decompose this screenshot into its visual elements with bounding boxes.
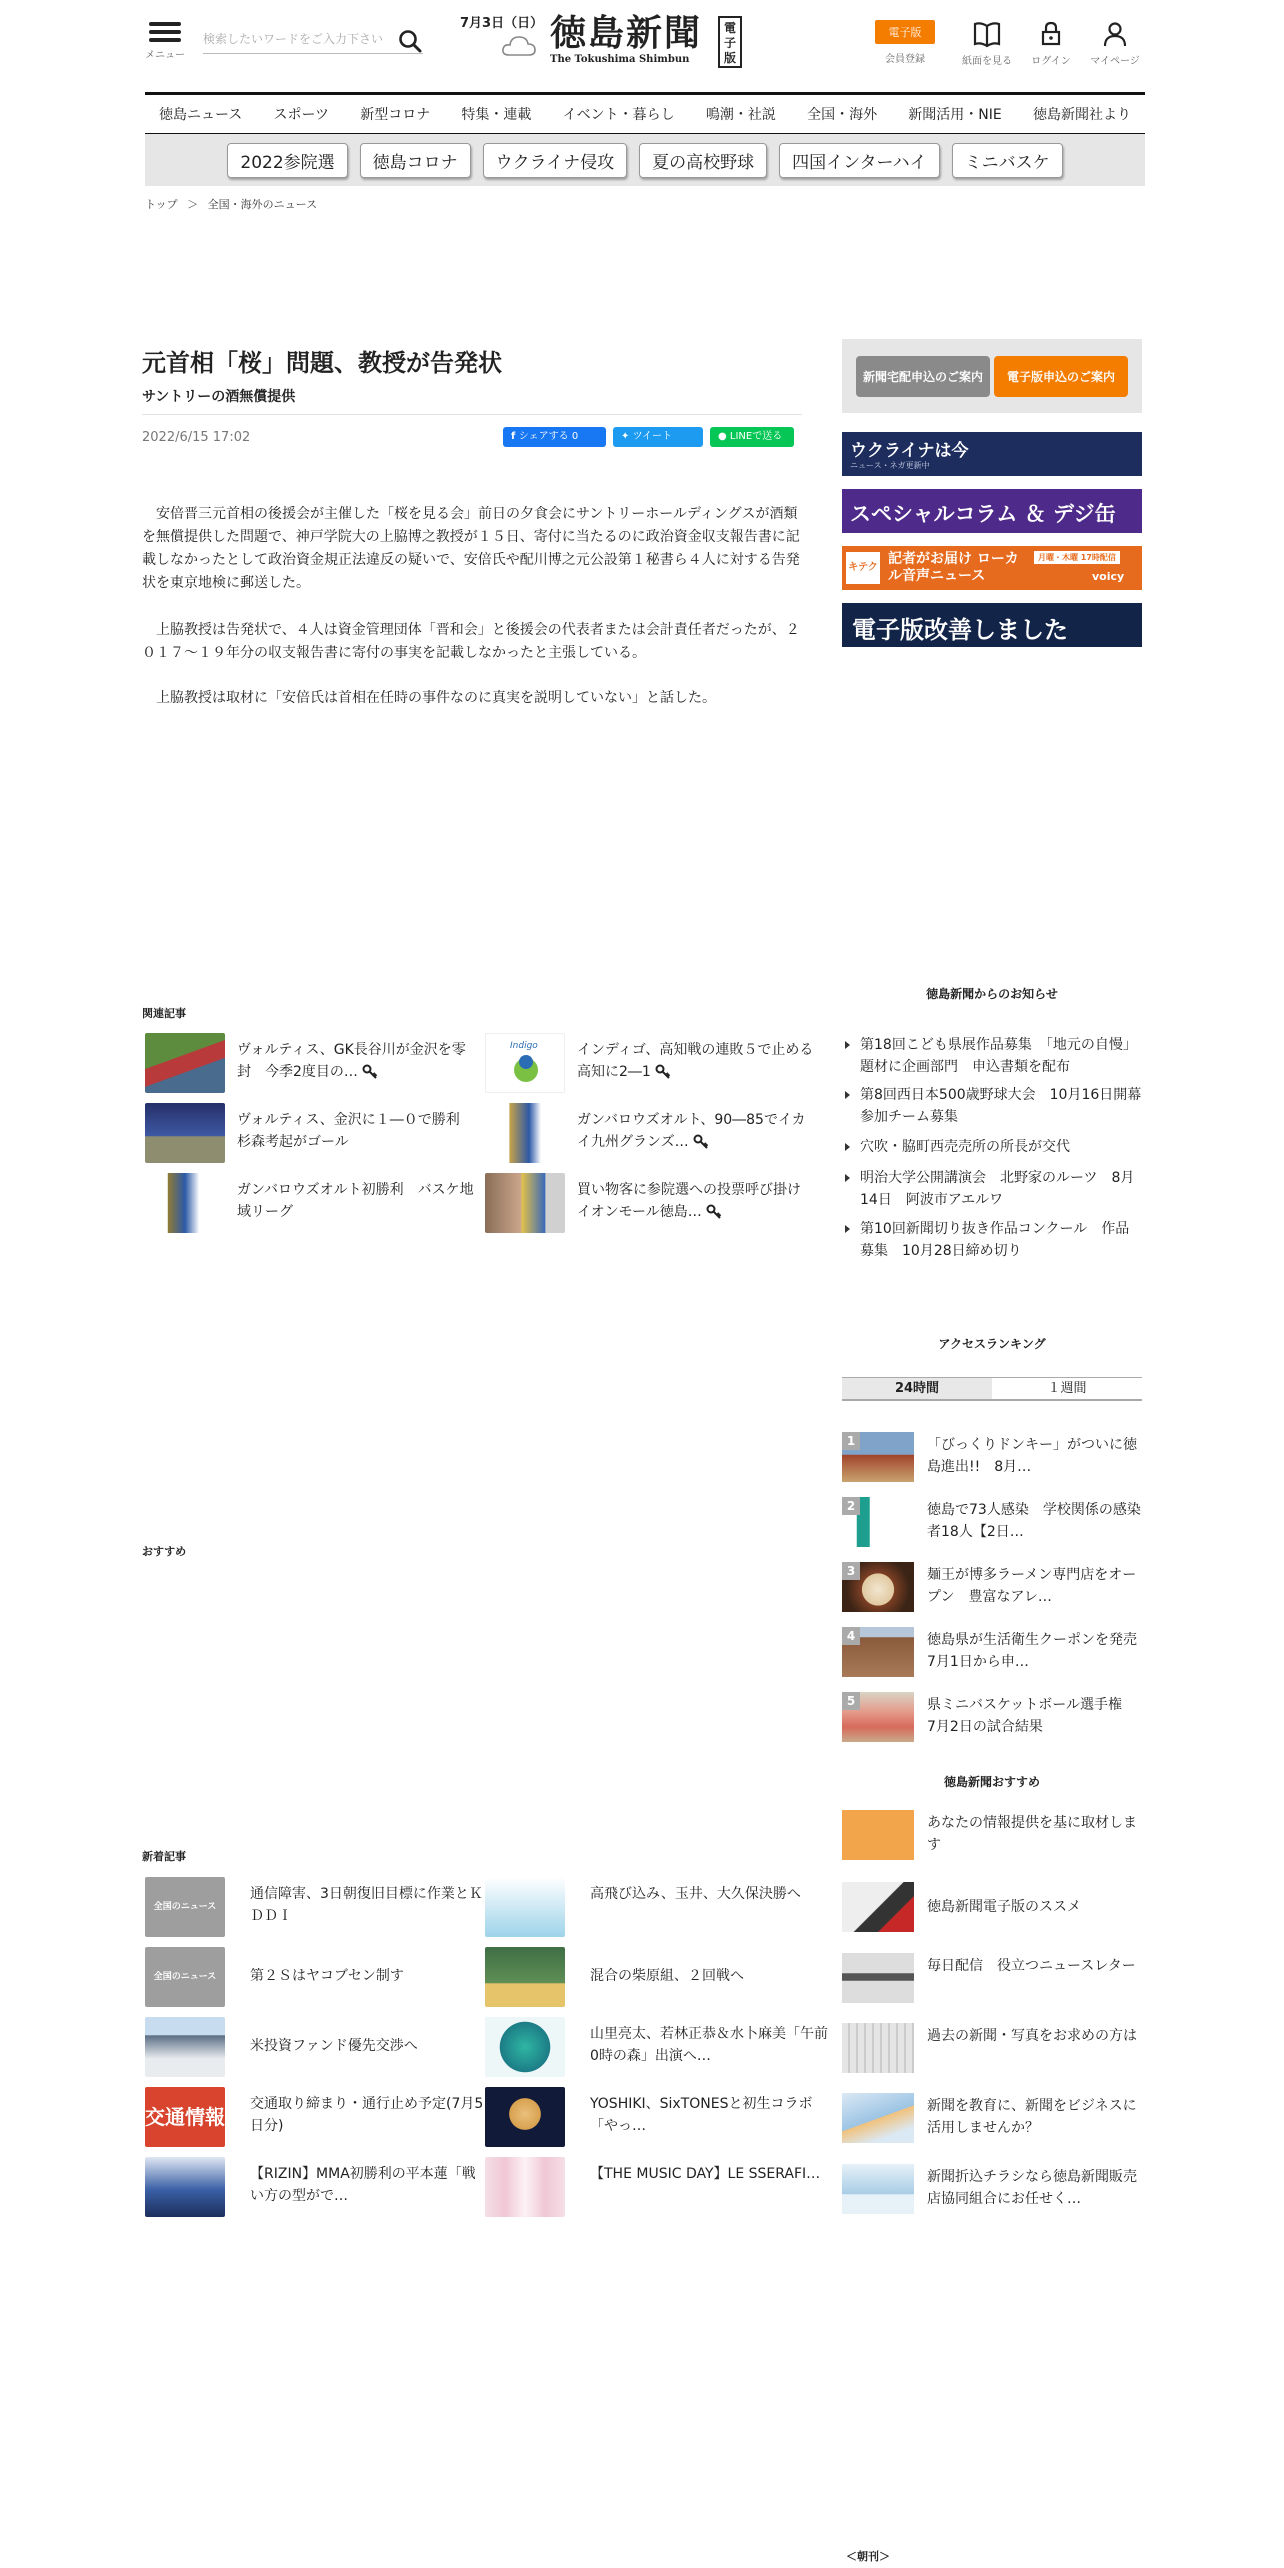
- breadcrumb: [145, 196, 323, 212]
- related-thumbnail: [145, 1103, 225, 1163]
- nav-item-editorial[interactable]: 鳴潮・社説: [705, 107, 776, 123]
- nav-item-covid[interactable]: 新型コロナ: [360, 107, 431, 123]
- recommend-thumbnail: [842, 2023, 914, 2073]
- tag-election[interactable]: 2022参院選: [227, 143, 347, 178]
- nav-item-tokushima-news[interactable]: 徳島ニュース: [159, 107, 243, 123]
- recommend-item[interactable]: [842, 1810, 1142, 1860]
- notice-item[interactable]: 第18回こども県展作品募集 「地元の自慢」題材に企画部門 申込書類を配布: [842, 1034, 1142, 1078]
- related-title: 買い物客に参院選への投票呼び掛け イオンモール徳島…: [577, 1182, 815, 1220]
- divider: [142, 414, 802, 415]
- latest-article[interactable]: [485, 2087, 815, 2149]
- menu-button[interactable]: [145, 18, 185, 61]
- tag-covid[interactable]: 徳島コロナ: [360, 143, 471, 178]
- latest-article[interactable]: [145, 2017, 475, 2079]
- article-paragraph: 上脇教授は告発状で、４人は資金管理団体「晋和会」と後援会の代表者または会計責任者だったが、２０１７～１９年分の収支報告書に寄付の事実を記載しなかったと主張している。: [142, 622, 800, 661]
- nav-item-features[interactable]: 特集・連載: [461, 107, 532, 123]
- breadcrumb-separator: ＞: [187, 198, 199, 211]
- ranking-number: 1: [842, 1432, 860, 1450]
- open-book-icon: [972, 20, 1002, 48]
- related-article[interactable]: [485, 1173, 815, 1235]
- breadcrumb-current[interactable]: 全国・海外のニュース: [207, 198, 318, 211]
- facebook-share-label: シェアする 0: [518, 431, 579, 442]
- ranking-number: 2: [842, 1497, 860, 1515]
- search-icon[interactable]: [397, 28, 423, 54]
- article-date: 2022/6/15 17:02: [142, 430, 251, 445]
- latest-title: 第２Ｓはヤコブセン制す: [250, 1968, 404, 1984]
- nav-item-sports[interactable]: スポーツ: [273, 107, 329, 123]
- article-paragraph: 上脇教授は取材に「安倍氏は首相在任時の事件なのに真実を説明していない」と話した。: [156, 690, 716, 706]
- ranking-number: 3: [842, 1562, 860, 1580]
- facebook-share-button[interactable]: [503, 427, 606, 447]
- menu-label: メニュー: [145, 50, 185, 61]
- latest-title: 【THE MUSIC DAY】LE SSERAFI…: [590, 2166, 821, 2182]
- latest-article[interactable]: [485, 1947, 815, 2009]
- line-icon: ●: [718, 431, 730, 442]
- recommend-title: 新聞折込チラシなら徳島新聞販売店協同組合にお任せく…: [927, 2169, 1137, 2207]
- logo-japanese: 徳島新聞: [550, 12, 703, 54]
- digital-improved-banner-title: 電子版改善しました: [852, 616, 1068, 644]
- latest-article[interactable]: [485, 2157, 821, 2219]
- facebook-icon: f: [511, 431, 519, 442]
- recommend-title: 過去の新聞・写真をお求めの方は: [927, 2028, 1137, 2044]
- ukraine-banner-title: ウクライナは今: [850, 441, 969, 461]
- ukraine-banner-sub: ニュース・ネガ更新中: [850, 461, 930, 470]
- latest-title: 交通取り締まり・通行止め予定(7月5日分): [250, 2096, 484, 2134]
- premium-key-icon: [706, 1204, 722, 1220]
- osusume-heading: おすすめ: [142, 1545, 187, 1558]
- related-article[interactable]: [485, 1103, 815, 1165]
- related-title: ガンバロウズオルト初勝利 バスケ地域リーグ: [237, 1182, 474, 1220]
- article-subtitle: サントリーの酒無償提供: [142, 389, 296, 405]
- audio-news-banner-title: 記者がお届け ローカル音声ニュース: [888, 551, 1019, 584]
- latest-title: 【RIZIN】MMA初勝利の平本蓮「戦い方の型がで…: [250, 2166, 476, 2204]
- latest-article[interactable]: [485, 2017, 828, 2079]
- audio-news-schedule: 月曜・木曜 17時配信: [1034, 551, 1120, 564]
- latest-thumbnail: [485, 2157, 565, 2217]
- view-paper-button[interactable]: [957, 20, 1017, 67]
- ranking-title: 県ミニバスケットボール選手権 7月2日の試合結果: [927, 1697, 1137, 1735]
- latest-thumbnail: [485, 2017, 565, 2077]
- twitter-share-button[interactable]: [613, 427, 703, 447]
- latest-thumbnail: 全国のニュース: [145, 1947, 225, 2007]
- premium-key-icon: [655, 1064, 671, 1080]
- lock-icon: [1037, 20, 1065, 48]
- related-title: ヴォルティス、GK長谷川が金沢を零封 今季2度目の…: [237, 1042, 466, 1080]
- tag-ukraine[interactable]: ウクライナ侵攻: [483, 143, 628, 178]
- related-thumbnail: [145, 1033, 225, 1093]
- recommend-title: 新聞を教育に、新聞をビジネスに活用しませんか？: [927, 2098, 1137, 2136]
- edition-badge: 電子版: [875, 20, 935, 44]
- login-label: ログイン: [1031, 56, 1071, 67]
- recommend-thumbnail: [842, 2164, 914, 2214]
- special-column-banner-title: スペシャルコラム ＆ デジ缶: [850, 501, 1116, 526]
- line-share-button[interactable]: [710, 427, 794, 447]
- related-title: インディゴ、高知戦の連敗５で止める 高知に2―1: [577, 1042, 828, 1080]
- ranking-number: 4: [842, 1627, 860, 1645]
- voicy-logo: voicy: [1092, 570, 1125, 583]
- logo-english: The Tokushima Shimbun: [550, 54, 690, 65]
- twitter-share-label: ツイート: [632, 431, 673, 442]
- latest-title: 混合の柴原組、２回戦へ: [590, 1968, 744, 1984]
- current-date: 7月3日（日）: [460, 16, 544, 31]
- related-article[interactable]: [145, 1103, 475, 1165]
- related-thumbnail: [145, 1173, 225, 1233]
- related-thumbnail: [485, 1173, 565, 1233]
- subscription-box: [842, 339, 1142, 413]
- site-logo[interactable]: [550, 12, 745, 68]
- related-title: ガンバロウズオルト、90―85でイカイ九州グランズ…: [577, 1112, 806, 1150]
- premium-key-icon: [693, 1134, 709, 1150]
- cloudy-weather-icon: [500, 32, 538, 58]
- register-button[interactable]: [875, 20, 935, 65]
- ukraine-banner[interactable]: [842, 432, 1142, 476]
- latest-article[interactable]: [145, 2087, 484, 2149]
- recommend-item[interactable]: [842, 1882, 1142, 1932]
- notices-heading: 徳島新聞からのお知らせ: [926, 987, 1058, 1001]
- latest-thumbnail: [485, 1947, 565, 2007]
- logo-edition-mark: 電子版: [718, 16, 742, 68]
- login-button[interactable]: [1021, 20, 1081, 67]
- nav-item-nie[interactable]: 新聞活用・NIE: [908, 107, 1002, 123]
- audio-news-banner[interactable]: [842, 546, 1142, 590]
- line-share-label: LINEで送る: [729, 431, 783, 442]
- breadcrumb-home[interactable]: トップ: [145, 198, 178, 211]
- latest-thumbnail: 全国のニュース: [145, 1877, 225, 1937]
- recommend-item[interactable]: [842, 2093, 1142, 2143]
- morning-edition-label: ＜朝刊＞: [846, 2550, 890, 2563]
- ranking-item[interactable]: [842, 1627, 1151, 1677]
- latest-title: 山里亮太、若林正恭＆水卜麻美「午前0時の森」出演へ…: [590, 2026, 828, 2064]
- tag-interhigh[interactable]: 四国インターハイ: [779, 143, 939, 178]
- ranking-number: 5: [842, 1692, 860, 1710]
- notice-item[interactable]: 第10回新聞切り抜き作品コンクール 作品募集 10月28日締め切り: [842, 1218, 1142, 1262]
- mypage-button[interactable]: [1085, 20, 1145, 67]
- nav-item-events[interactable]: イベント・暮らし: [562, 107, 675, 123]
- ranking-title: 「びっくりドンキー」がついに徳島進出!! 8月…: [927, 1437, 1137, 1475]
- recommend-item[interactable]: [842, 2023, 1142, 2073]
- mypage-label: マイページ: [1090, 56, 1140, 67]
- related-article[interactable]: [485, 1033, 828, 1095]
- latest-article[interactable]: [145, 1877, 483, 1939]
- hamburger-icon-bar: [149, 30, 181, 34]
- latest-heading: 新着記事: [142, 1850, 186, 1863]
- recommend-thumbnail: [842, 2093, 914, 2143]
- tab-week[interactable]: １週間: [1047, 1381, 1087, 1396]
- latest-thumbnail: [485, 2087, 565, 2147]
- search-input[interactable]: [203, 26, 393, 52]
- recommend-item[interactable]: [842, 1953, 1142, 2003]
- ranking-item[interactable]: [842, 1562, 1142, 1612]
- user-icon: [1101, 20, 1129, 48]
- nav-item-national[interactable]: 全国・海外: [807, 107, 878, 123]
- notice-item[interactable]: 第8回西日本500歳野球大会 10月16日開幕 参加チーム募集: [842, 1084, 1142, 1128]
- latest-thumbnail: [145, 2017, 225, 2077]
- hamburger-icon: [149, 22, 181, 26]
- recommend-heading: 徳島新聞おすすめ: [943, 1775, 1041, 1789]
- recommend-thumbnail: [842, 1810, 914, 1860]
- hamburger-icon-bar: [149, 38, 181, 42]
- recommend-thumbnail: [842, 1953, 914, 2003]
- twitter-icon: ✦: [621, 431, 633, 442]
- ranking-heading: アクセスランキング: [938, 1337, 1046, 1351]
- topic-tags: [145, 134, 1145, 186]
- audio-news-logo: キテク: [846, 552, 880, 584]
- delivery-subscribe-button[interactable]: 新聞宅配申込のご案内: [856, 356, 990, 397]
- ranking-item[interactable]: [842, 1497, 1142, 1547]
- latest-article[interactable]: [145, 2157, 475, 2219]
- latest-article[interactable]: [145, 1947, 475, 2009]
- related-thumbnail: [485, 1103, 565, 1163]
- premium-key-icon: [362, 1064, 378, 1080]
- nav-item-about[interactable]: 徳島新聞社より: [1032, 107, 1131, 123]
- ranking-item[interactable]: [842, 1692, 1142, 1742]
- latest-title: 通信障害、3日朝復旧目標に作業とＫＤＤＩ: [250, 1886, 483, 1924]
- recommend-thumbnail: [842, 1882, 914, 1932]
- tag-baseball[interactable]: 夏の高校野球: [639, 143, 767, 178]
- digital-subscribe-button[interactable]: 電子版申込のご案内: [994, 356, 1128, 397]
- article-paragraph: 安倍晋三元首相の後援会が主催した「桜を見る会」前日の夕食会にサントリーホールディングスが酒類を無償提供した問題で、神戸学院大の上脇博之教授が１５日、寄付に当たるのに政治資金収支報告書に記載しなかったとして政治資金規正法違反の疑いで、安倍氏や配川博之元公設第１秘書ら４人に対する告発状を東京地検に郵送した。: [142, 506, 800, 591]
- recommend-title: あなたの情報提供を基に取材します: [927, 1815, 1137, 1853]
- special-column-banner[interactable]: [842, 489, 1142, 533]
- related-thumbnail: [485, 1033, 565, 1093]
- view-paper-label: 紙面を見る: [962, 56, 1012, 67]
- ranking-title: 徳島で73人感染 学校関係の感染者18人【2日…: [927, 1502, 1141, 1540]
- latest-title: 高飛び込み、玉井、大久保決勝へ: [590, 1886, 801, 1902]
- related-title: ヴォルティス、金沢に１―０で勝利 杉森考起がゴール: [237, 1112, 474, 1150]
- ranking-title: 麺王が博多ラーメン専門店をオープン 豊富なアレ…: [927, 1567, 1137, 1605]
- ranking-tabs: [842, 1377, 1142, 1401]
- latest-thumbnail: [485, 1877, 565, 1937]
- main-nav: [145, 92, 1145, 134]
- related-heading: 関連記事: [142, 1007, 186, 1020]
- latest-title: YOSHIKI、SixTONESと初生コラボ「やっ…: [590, 2096, 813, 2134]
- search-box: [203, 26, 423, 54]
- latest-thumbnail: [145, 2157, 225, 2217]
- ranking-title: 徳島県が生活衛生クーポンを発売 7月1日から申…: [927, 1632, 1151, 1670]
- notice-item[interactable]: 明治大学公開講演会 北野家のルーツ 8月14日 阿波市アエルワ: [842, 1167, 1142, 1211]
- tab-24h[interactable]: 24時間: [842, 1378, 992, 1399]
- ranking-item[interactable]: [842, 1432, 1142, 1482]
- notice-item[interactable]: 穴吹・脇町西売売所の所長が交代: [842, 1136, 1142, 1158]
- related-article[interactable]: [145, 1173, 475, 1235]
- latest-thumbnail: 交通情報: [145, 2087, 225, 2147]
- latest-article[interactable]: [485, 1877, 815, 1939]
- recommend-title: 毎日配信 役立つニュースレター: [927, 1958, 1136, 1974]
- site-header: [145, 0, 1145, 88]
- digital-improved-banner[interactable]: [842, 603, 1142, 647]
- related-article[interactable]: [145, 1033, 475, 1095]
- article-title: 元首相「桜」問題、教授が告発状: [142, 349, 502, 377]
- latest-title: 米投資ファンド優先交渉へ: [250, 2038, 418, 2054]
- recommend-item[interactable]: [842, 2164, 1142, 2214]
- svg-text:Indigo: Indigo: [510, 1041, 538, 1051]
- register-label: 会員登録: [885, 54, 925, 65]
- tag-minibasket[interactable]: ミニバスケ: [952, 143, 1063, 178]
- recommend-title: 徳島新聞電子版のススメ: [927, 1899, 1081, 1915]
